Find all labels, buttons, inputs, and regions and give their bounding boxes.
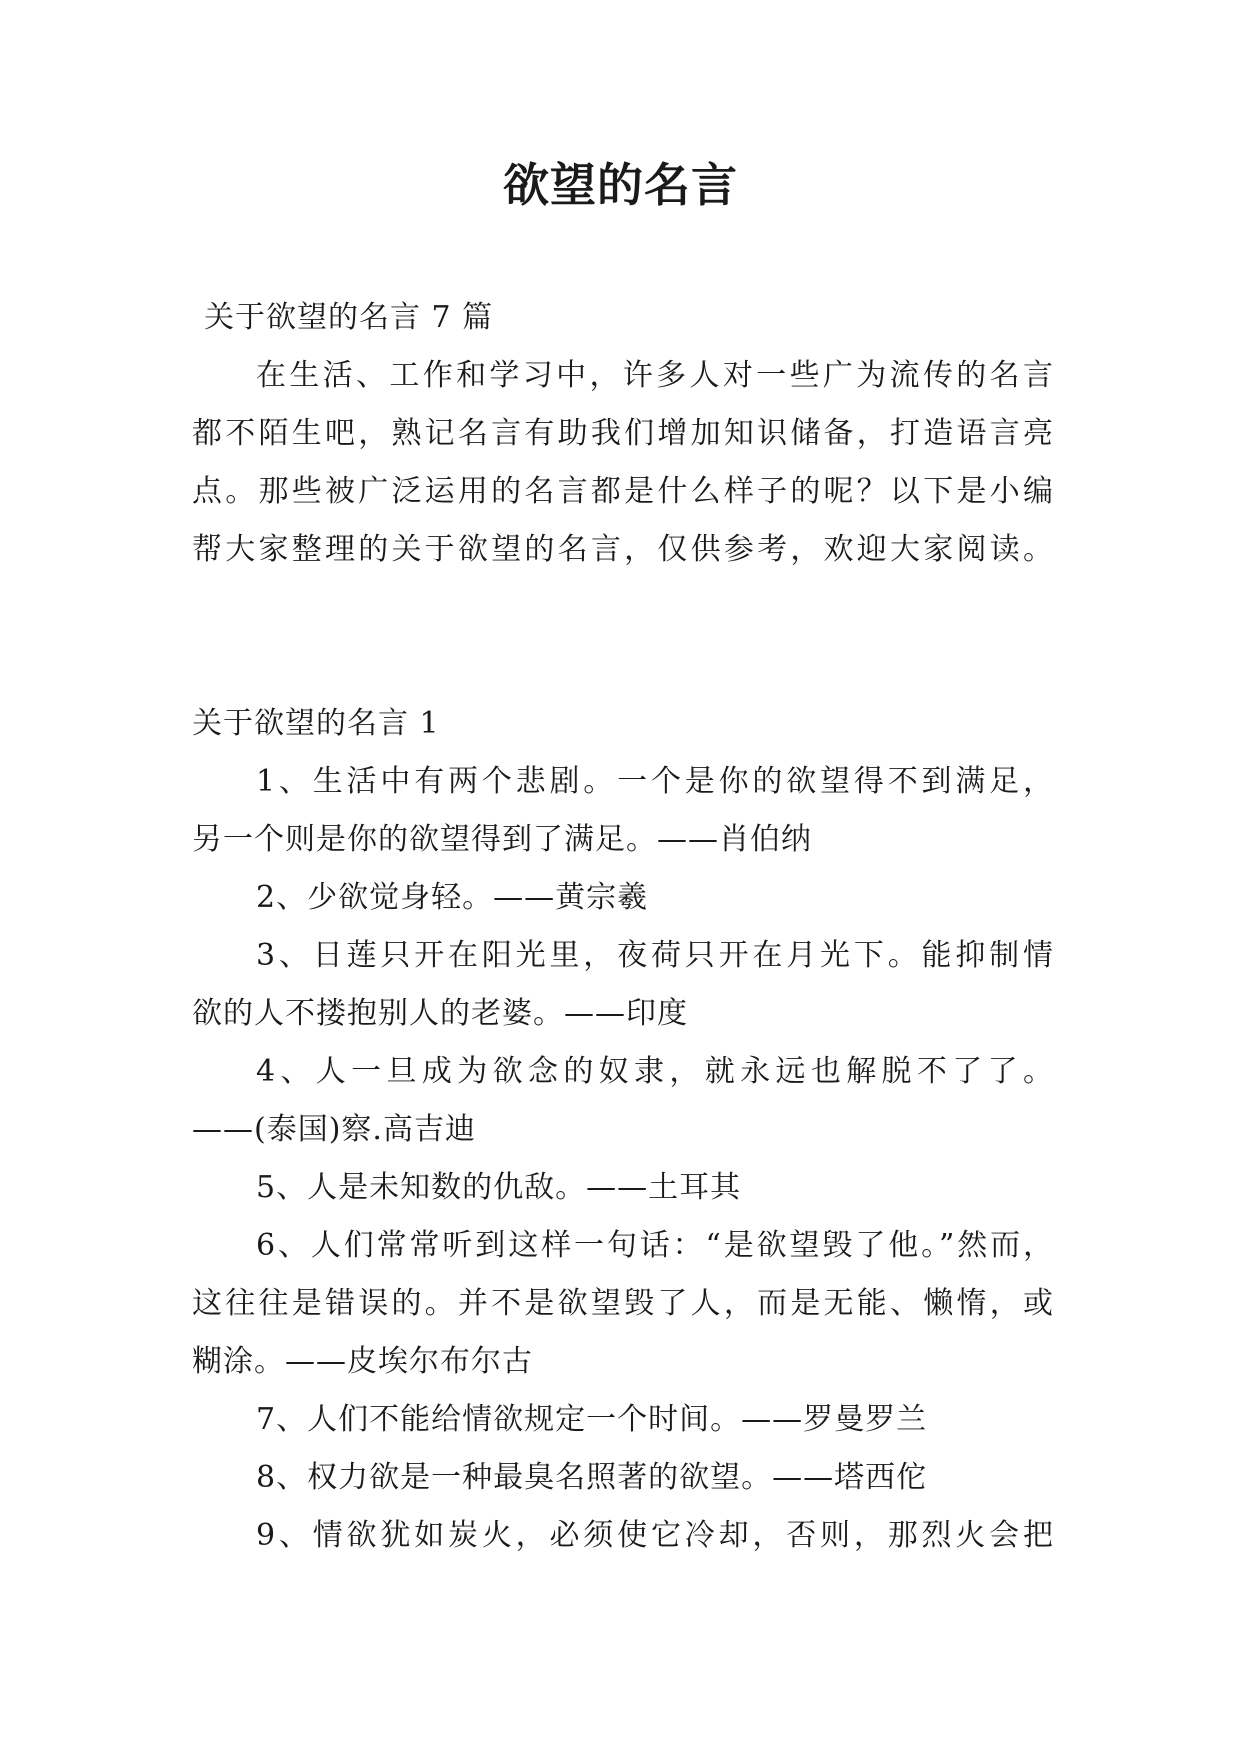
quote-text-10: 这往往是错误的。并不是欲望毁了人，而是无能、懒惰，或 xyxy=(192,1286,1054,1321)
intro-text-3: 点。那些被广泛运用的名言都是什么样子的呢？以下是小编 xyxy=(192,474,1054,509)
quote-line-8: 5、人是未知数的仇敌。——土耳其 xyxy=(256,1170,742,1205)
quote-line-10 xyxy=(192,1284,1054,1324)
quote-text-4: 3、日莲只开在阳光里，夜荷只开在月光下。能抑制情 xyxy=(256,938,1054,973)
intro-line-1 xyxy=(256,356,1054,396)
quote-text-9: 6、人们常常听到这样一句话：“是欲望毁了他。”然而， xyxy=(256,1228,1054,1263)
intro-line-3 xyxy=(192,472,1054,512)
section-heading: 关于欲望的名言 1 xyxy=(192,706,440,741)
quote-line-3: 2、少欲觉身轻。——黄宗羲 xyxy=(256,880,649,915)
document-title: 欲望的名言 xyxy=(503,158,738,212)
intro-text-1: 在生活、工作和学习中，许多人对一些广为流传的名言 xyxy=(256,358,1054,393)
quote-line-4 xyxy=(256,936,1054,976)
quote-line-11: 糊涂。——皮埃尔布尔古 xyxy=(192,1344,533,1379)
intro-line-2 xyxy=(192,414,1054,454)
quote-line-6 xyxy=(256,1052,1054,1092)
quote-line-7: ——(泰国)察.高吉迪 xyxy=(192,1112,476,1147)
quote-line-2: 另一个则是你的欲望得到了满足。——肖伯纳 xyxy=(192,822,812,857)
intro-text-2: 都不陌生吧，熟记名言有助我们增加知识储备，打造语言亮 xyxy=(192,416,1054,451)
quote-text-1: 1、生活中有两个悲剧。一个是你的欲望得不到满足， xyxy=(256,764,1054,799)
quote-line-14 xyxy=(256,1516,1054,1556)
quote-line-5: 欲的人不搂抱别人的老婆。——印度 xyxy=(192,996,688,1031)
quote-line-12: 7、人们不能给情欲规定一个时间。——罗曼罗兰 xyxy=(256,1402,928,1437)
quote-line-9 xyxy=(256,1226,1054,1266)
intro-text-4: 帮大家整理的关于欲望的名言，仅供参考，欢迎大家阅读。 xyxy=(192,532,1054,567)
document-subtitle: 关于欲望的名言 7 篇 xyxy=(204,300,494,335)
quote-text-14: 9、情欲犹如炭火，必须使它冷却，否则，那烈火会把 xyxy=(256,1518,1054,1553)
intro-line-4 xyxy=(192,530,1054,570)
quote-line-1 xyxy=(256,762,1054,802)
quote-line-13: 8、权力欲是一种最臭名照著的欲望。——塔西佗 xyxy=(256,1460,928,1495)
quote-text-6: 4、人一旦成为欲念的奴隶，就永远也解脱不了了。 xyxy=(256,1054,1054,1089)
